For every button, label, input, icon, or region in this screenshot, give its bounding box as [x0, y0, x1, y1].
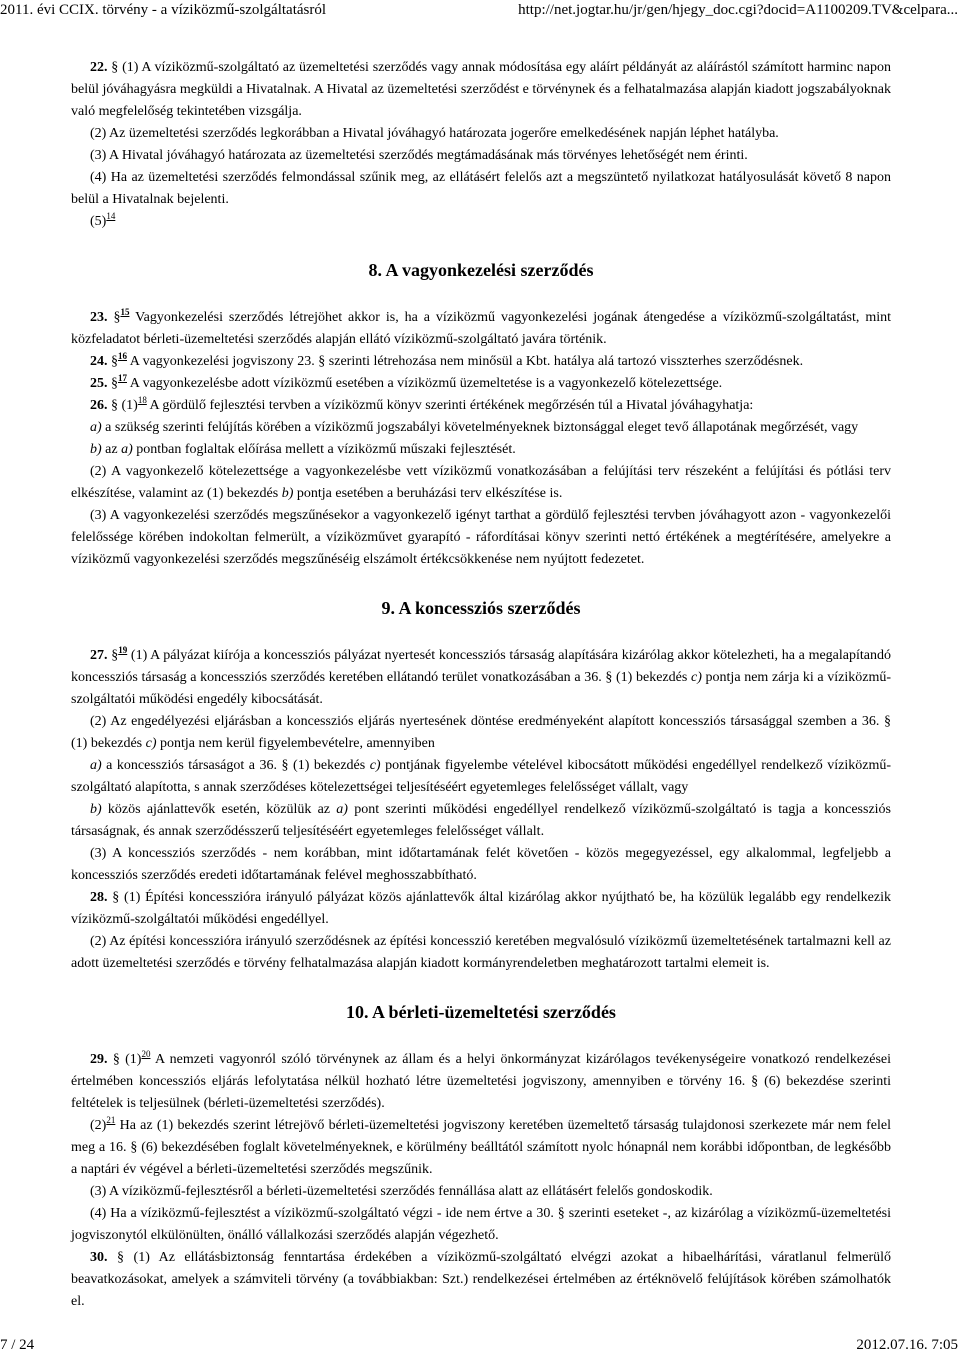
page-header [0, 0, 960, 22]
section-26-para-2: (2) A vagyonkezelő kötelezettsége a vagyonkezelésbe vett víziközmű vonatkozásában a felújítási terv részeként a felújítási és pótlási terv elkészítése, valamint az (1) bekezdés b) pontja esetében a beruházási terv elkészítése is. [71, 464, 891, 501]
section-27-para-1: 27. §$^{19}$ (1) A pályázat kiírója a koncessziós pályázat nyertesét koncessziós társaság alapítására kizárólag akkor kötelezheti, ha a megalapítandó koncessziós társaság a koncessziós szerződés keretében ellátandó terület vonatkozásában a 36. § (1) bekezdés c) pontja nem zárja ki a víziközmű-szolgáltatói működési engedély kibocsátását. [71, 645, 892, 707]
section-26-para-3: (3) A vagyonkezelési szerződés megszűnésekor a vagyonkezelő igényt tarthat a gördülő fejlesztési tervben jóváhagyott azon - vagyonkezelői felelőssége körében indokoltan felmerült, a víziközművet gyarapító - ráfordításai könyv szerinti nettó értékének a megtérítésére, amelyekre a víziközmű vagyonkezelési szerződés megszűnéséig elszámolt értékcsökkenése nem nyújtott fedezetet. [71, 508, 891, 567]
section-30-para-1: 30. § (1) Az ellátásbiztonság fenntartása érdekében a víziközmű-szolgáltató elvégzi azokat a hibaelhárítási, váratlanul felmerülő beavatkozásokat, amelyek a számviteli törvény (a továbbiakban: Szt.) rendelkezései értelmében az értéknövelő felújítások körében számolhatók el. [71, 1250, 891, 1309]
section-29-para-1: 29. § $(1)^{20}$ A nemzeti vagyonról szóló törvénynek az állam és a helyi önkormányzat kizárólagos tevékenységeire vonatkozó rendelkezései értelmében koncessziós eljárás lefolytatása nélkül hozható létre üzemeltetési jogviszony, amennyiben e törvény 16. § (6) bekezdése szerinti feltételek is teljesülnek (bérleti-üzemeltetési szerződés). [71, 1049, 892, 1111]
chapter-heading-10: 10. A bérleti-üzemeltetési szerződés [346, 1002, 616, 1022]
chapter-heading-8: 8. A vagyonkezelési szerződés [368, 260, 594, 280]
section-29-para-4: (4) Ha a víziközmű-fejlesztést a víziközmű-szolgáltató végzi - ide nem értve a 30. § szerinti eseteket -, az kizárólag a víziközmű-üzemeltetési jogviszonytól elkülönülten, önálló vállalkozási szerződés alapján végezhető. [71, 1206, 891, 1243]
section-22-para-4: (4) Ha az üzemeltetési szerződés felmondással szűnik meg, az ellátásért felelős azt a megszüntető nyilatkozat hatályosulását követő 8 napon belül a Hivatalnak bejelenti. [71, 170, 891, 207]
section-27-para-3: (3) A koncessziós szerződés - nem korábban, mint időtartamának felét követően - közös megegyezéssel, egy alkalommal, legfeljebb a koncessziós szerződés eredeti időtartamának felével meghosszabbítható. [71, 846, 891, 883]
section-27-para-2: (2) Az engedélyezési eljárásban a koncessziós eljárás nyertesének döntése eredményeként alapított koncessziós társasággal szemben a 36. § (1) bekezdés c) pontja nem kerül figyelembevételre, amennyiben [71, 714, 891, 751]
document-url: http://net.jogtar.hu/jr/gen/hjegy_doc.cgi?docid=A1100209.TV&celpara... [518, 2, 958, 18]
section-25: 25. §$^{17}$ A vagyonkezelésbe adott víziközmű esetében a víziközmű üzemeltetése is a vagyonkezelő kötelezettsége. [90, 373, 723, 391]
footnote-link[interactable]: 17 [118, 373, 127, 383]
footnote-link[interactable]: 15 [120, 307, 130, 317]
page-number: 7 / 24 [0, 1337, 35, 1353]
section-28-para-1: 28. § (1) Építési koncesszióra irányuló pályázat közös ajánlattevők által kizárólag akkor nyújtható be, ha közülük legalább egy rendelkezik víziközmű-szolgáltatói működési engedéllyel. [71, 890, 892, 927]
section-28-para-2: (2) Az építési koncesszióra irányuló szerződésnek az építési koncesszió keretében megvalósuló víziközmű üzemeltetésének tartalmazni kell az adott üzemeltetési szerződés e törvény felhatalmazása alapján kiadott kormányrendeletben meghatározott tartalmi elemeit is. [71, 934, 891, 971]
section-number: 22. [90, 60, 108, 75]
document-title: 2011. évi CCIX. törvény - a víziközmű-szolgáltatásról [0, 2, 327, 18]
section-26-point-a: a) a szükség szerinti felújítás körében a víziközmű jogszabályi követelményeknek biztonsággal eleget tevő állapotának megőrzését, vagy [90, 420, 859, 435]
document-body [71, 57, 891, 1313]
section-27-point-a: a) a koncessziós társaságot a 36. § (1) bekezdés c) pontjának figyelembe vételével kibocsátott működési engedéllyel rendelkező víziközmű-szolgáltató alapította, s annak szerződéses kötelezettségei teljesítéséért egyetemleges felelősséget vállalt, vagy [71, 758, 891, 795]
print-timestamp: 2012.07.16. 7:05 [856, 1337, 958, 1353]
section-22-para-1: 22. § (1) A víziközmű-szolgáltató az üzemeltetési szerződés vagy annak módosítása egy aláírt példányát az aláírástól számított harminc napon belül jóváhagyásra megküldi a Hivatalnak. A Hivatal az üzemeltetési szerződést e törvénynek és a felhatalmazása alapján kiadott jogszabályoknak való megfelelőség tekintetében vizsgálja. [71, 60, 892, 119]
section-26-point-b: b) az a) pontban foglaltak előírása mellett a víziközmű műszaki fejlesztését. [90, 442, 516, 457]
footnote-link[interactable]: 19 [118, 645, 128, 655]
section-23: 23. §$^{15}$ Vagyonkezelési szerződés létrejöhet akkor is, ha a víziközmű vagyonkezelési jogának átengedése a víziközmű-szolgáltatást, mint közfeladatot bérleti-üzemeltetési szerződés alapján ellátó víziközmű-szolgáltató javára történik. [71, 307, 891, 347]
footnote-link[interactable]: 18 [137, 395, 147, 405]
footnote-link[interactable]: 20 [141, 1049, 151, 1059]
chapter-heading-9: 9. A koncessziós szerződés [381, 598, 581, 618]
section-22-para-3: (3) A Hivatal jóváhagyó határozata az üzemeltetési szerződés megtámadásának más törvényes lehetőségét nem érinti. [90, 148, 748, 163]
footnote-link[interactable]: 14 [106, 211, 116, 221]
section-29-para-3: (3) A víziközmű-fejlesztésről a bérleti-üzemeltetési szerződés fennállása alatt az ellátásért felelős gondoskodik. [90, 1184, 713, 1199]
footnote-link[interactable]: 16 [118, 351, 127, 361]
section-27-point-b: b) közös ajánlattevők esetén, közülük az a) pont szerinti működési engedéllyel rendelkező víziközmű-szolgáltató is tagja a koncessziós társaságnak, és annak szerződésszerű teljesítéséért egyetemleges felelősséget vállalt. [71, 802, 891, 839]
footnote-link[interactable]: 21 [106, 1115, 116, 1125]
section-26-para-1: 26. § $(1)^{18}$ A gördülő fejlesztési tervben a víziközmű könyv szerinti értékének megőrzésén túl a Hivatal jóváhagyhatja: [90, 395, 754, 413]
section-24: 24. §$^{16}$ A vagyonkezelési jogviszony 23. § szerinti létrehozása nem minősül a Kbt. hatálya alá tartozó visszterhes szerződésnek. [90, 351, 804, 369]
section-22-para-2: (2) Az üzemeltetési szerződés legkorábban a Hivatal jóváhagyó határozata jogerőre emelkedésének napján léphet hatályba. [90, 126, 779, 141]
page-footer [0, 1335, 960, 1357]
section-29-para-2: $(2)^{21}$ Ha az (1) bekezdés szerint létrejövő bérleti-üzemeltetési jogviszony keretében üzemeltető társaság tulajdonosi szerkezete már nem felel meg a 16. § (6) bekezdésében foglalt követelményeknek, e körülmény beálltától számított nyolc hónapnál nem korábbi időpontban, de legkésőbb a naptári év végével a bérleti-üzemeltetési szerződés megszűnik. [71, 1115, 891, 1177]
section-sign: § [111, 60, 119, 75]
section-22-para-5: $(5)^{14}$ [90, 211, 116, 229]
